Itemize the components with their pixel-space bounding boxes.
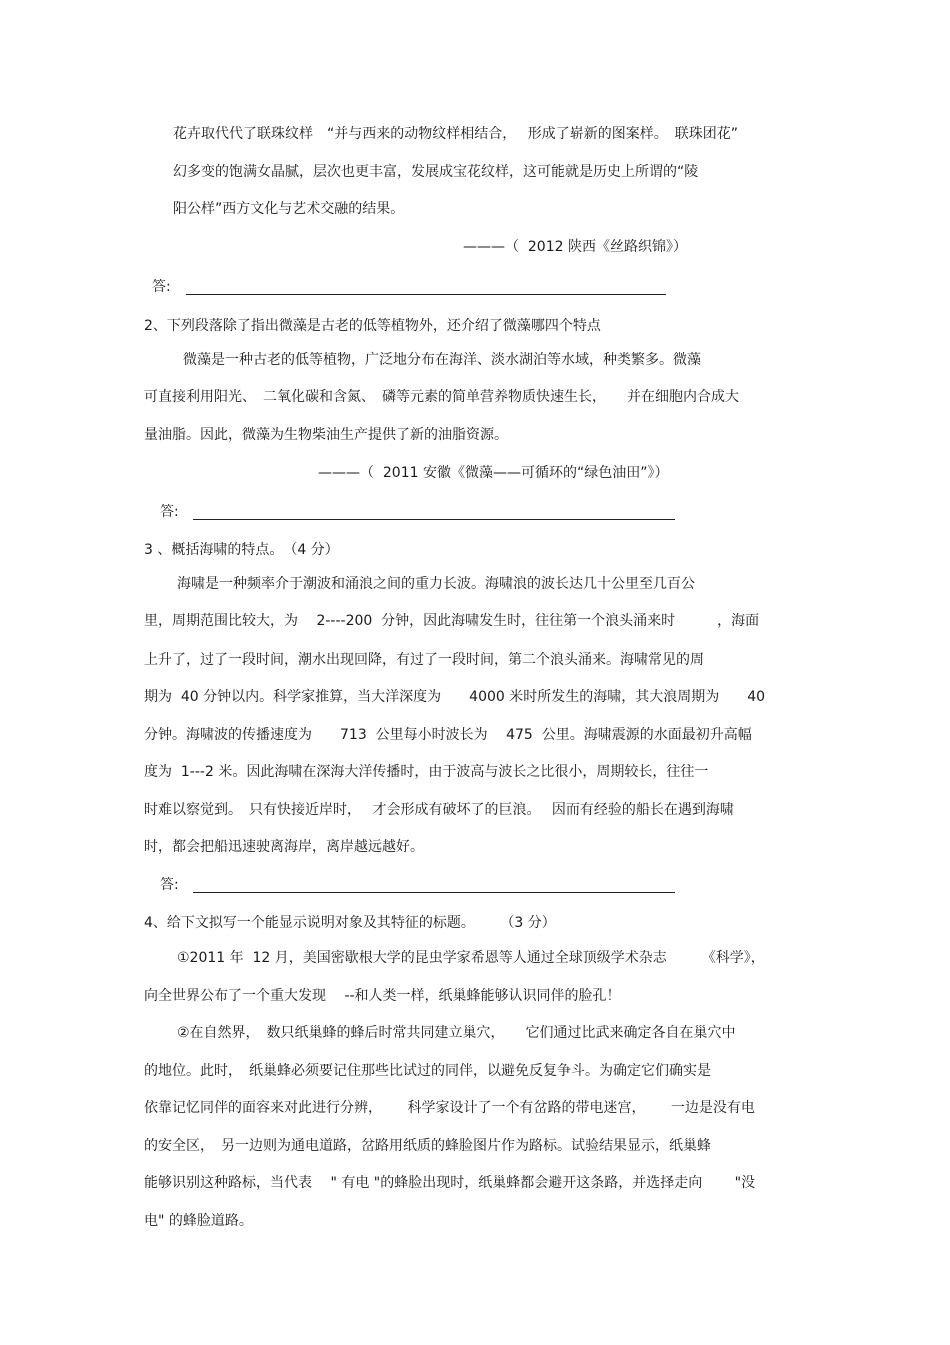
paragraph-line: 电" 的蜂脸道路。 <box>144 1213 253 1229</box>
paragraph-line: 阳公样”西方文化与艺术交融的结果。 <box>173 201 405 217</box>
paragraph-line: 花卉取代代了联珠纹样 “并与西来的动物纹样相结合， 形成了崭新的图案样。 联珠团花” <box>173 126 738 142</box>
paragraph-line: 的安全区， 另一边则为通电道路，岔路用纸质的蜂脸图片作为路标。试验结果显示，纸巢蜂 <box>144 1138 711 1154</box>
paragraph-line: 度为 1---2 米。因此海啸在深海大洋传播时，由于波高与波长之比很小，周期较长，往往一 <box>144 764 709 780</box>
question-4: 4、给下文拟写一个能显示说明对象及其特征的标题。 （3 分） <box>144 915 556 931</box>
answer-label: 答: <box>152 279 171 295</box>
paragraph-line: 可直接利用阳光、 二氧化碳和含氮、 磷等元素的简单营养物质快速生长， 并在细胞内合成大 <box>144 389 739 405</box>
question-2: 2、下列段落除了指出微藻是古老的低等植物外，还介绍了微藻哪四个特点 <box>144 318 601 334</box>
paragraph-line: 微藻是一种古老的低等植物，广泛地分布在海洋、淡水湖泊等水域，种类繁多。微藻 <box>183 352 701 368</box>
paragraph-line: 时，都会把船迅速驶离海岸，离岸越远越好。 <box>144 839 424 855</box>
paragraph-line: 期为 40 分钟以内。科学家推算，当大洋深度为 4000 米时所发生的海啸，其大浪周期为 40 <box>144 689 766 705</box>
paragraph-line: 依靠记忆同伴的面容来对此进行分辨， 科学家设计了一个有岔路的带电迷宫， 一边是没有电 <box>144 1100 755 1116</box>
paragraph-line: 时难以察觉到。 只有快接近岸时， 才会形成有破坏了的巨浪。 因而有经验的船长在遇到海啸 <box>144 802 734 818</box>
paragraph-line: 能够识别这种路标，当代表 " 有电 "的蜂脸出现时，纸巢蜂都会避开这条路，并选择走向 "没 <box>144 1175 756 1191</box>
paragraph-line: 量油脂。因此，微藻为生物柴油生产提供了新的油脂资源。 <box>144 427 508 443</box>
paragraph-line: ①2011 年 12 月，美国密歇根大学的昆虫学家希恩等人通过全球顶级学术杂志 《科学》， <box>177 950 765 966</box>
paragraph-line: 幻多变的饱满女晶腻，层次也更丰富，发展成宝花纹样，这可能就是历史上所谓的“陵 <box>173 164 699 180</box>
question-3: 3 、概括海啸的特点。 （4 分） <box>144 542 339 558</box>
answer-line[interactable] <box>193 892 675 893</box>
answer-line[interactable] <box>193 519 675 520</box>
paragraph-line: 分钟。海啸波的传播速度为 713 公里每小时波长为 475 公里。海啸震源的水面最初升高幅 <box>144 727 752 743</box>
paragraph-line: 上升了，过了一段时间，潮水出现回降，有过了一段时间，第二个浪头涌来。海啸常见的周 <box>144 652 704 668</box>
paragraph-line: 向全世界公布了一个重大发现 --和人类一样，纸巢蜂能够认识同伴的脸孔！ <box>144 988 621 1004</box>
answer-label: 答: <box>160 877 179 893</box>
paragraph-line: 里，周期范围比较大，为 2----200 分钟，因此海啸发生时，往往第一个浪头涌来时 ，海面 <box>144 613 760 629</box>
source-citation: ———（ 2011 安徽《微藻——可循环的“绿色油田”》） <box>318 465 669 481</box>
paragraph-line: 海啸是一种频率介于潮波和涌浪之间的重力长波。海啸浪的波长达几十公里至几百公 <box>177 576 695 592</box>
paragraph-line: ②在自然界， 数只纸巢蜂的蜂后时常共同建立巢穴， 它们通过比武来确定各自在巢穴中 <box>177 1025 736 1041</box>
source-citation: ———（ 2012 陕西《丝路织锦》） <box>463 239 687 255</box>
answer-label: 答: <box>160 504 179 520</box>
answer-line[interactable] <box>186 294 666 295</box>
paragraph-line: 的地位。此时， 纸巢蜂必须要记住那些比试过的同伴，以避免反复争斗。为确定它们确实是 <box>144 1063 711 1079</box>
